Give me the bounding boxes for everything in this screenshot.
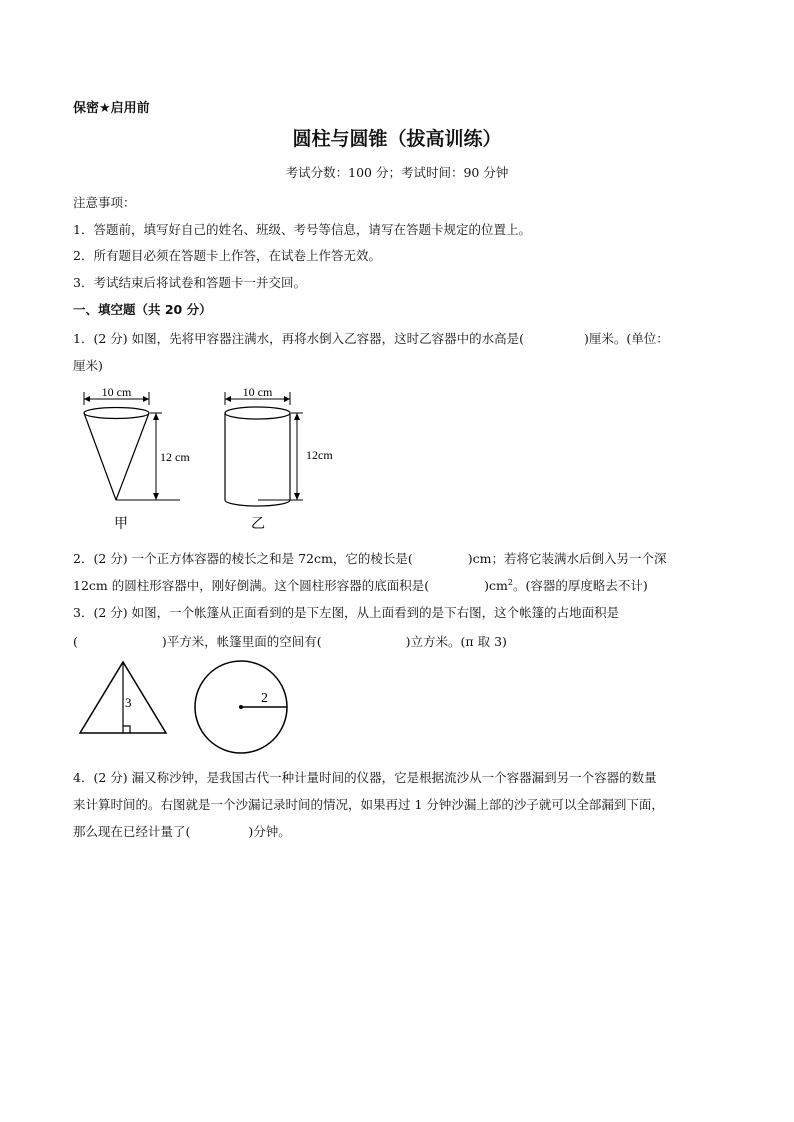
note-item-3: 3．考试结束后将试卷和答题卡一并交回。 [73, 275, 306, 290]
q3-line-2 [73, 632, 507, 650]
q2-text-a: 2．(2 分) 一个正方体容器的棱长之和是 72cm，它的棱长是( [73, 551, 413, 566]
q2-text-b: )cm；若将它装满水后倒入另一个深 [467, 551, 667, 566]
q3-line-1: 3．(2 分) 如图，一个帐篷从正面看到的是下左图，从上面看到的是下右图，这个帐篷的占地面积是 [73, 605, 620, 620]
q1-text-a: 1．(2 分) 如图，先将甲容器注满水，再将水倒入乙容器，这时乙容器中的水高是( [73, 331, 524, 346]
cone-figure [84, 385, 190, 532]
q2-line-1 [73, 549, 666, 567]
q1-line-1 [73, 329, 669, 347]
note-item-1: 1．答题前，填写好自己的姓名、班级、考号等信息，请写在答题卡规定的位置上。 [73, 222, 531, 237]
page-title: 圆柱与圆锥（拔高训练） [292, 128, 502, 150]
tent-top-view [195, 661, 287, 753]
cylinder-diameter-label: 10 cm [242, 385, 273, 399]
cone-label: 甲 [114, 517, 128, 532]
q2-text-c: 12cm 的圆柱形容器中，刚好倒满。这个圆柱形容器的底面积是( [73, 578, 430, 593]
q2-unit-exponent: 2 [507, 577, 513, 587]
tent-height-label: 3 [125, 695, 132, 710]
q4-line-2: 来计算时间的。右图就是一个沙漏记录时间的情况，如果再过 1 分钟沙漏上部的沙子就可以全部漏到下面， [73, 797, 664, 812]
tent-front-view [80, 662, 166, 733]
exam-info: 考试分数：100 分；考试时间：90 分钟 [285, 165, 509, 180]
section-heading: 一、填空题（共 20 分） [73, 302, 212, 317]
notes-heading: 注意事项： [73, 195, 136, 210]
q2-text-e: 。(容器的厚度略去不计) [512, 578, 648, 593]
cylinder-label: 乙 [251, 517, 265, 532]
q4-text-a: 那么现在已经计量了( [73, 824, 191, 839]
q1-line-2: 厘米) [73, 358, 103, 373]
note-item-2: 2．所有题目必须在答题卡上作答，在试卷上作答无效。 [73, 248, 381, 263]
q3-text-c: )立方米。(π 取 3) [405, 634, 507, 649]
cone-height-label: 12 cm [160, 450, 190, 464]
q1-figure [70, 382, 350, 532]
q4-text-b: )分钟。 [248, 824, 291, 839]
q3-figure [74, 656, 304, 756]
q4-line-1: 4．(2 分) 漏又称沙钟，是我国古代一种计量时间的仪器，它是根据流沙从一个容器漏到另一个容器的数量 [73, 770, 657, 785]
circle-radius-label: 2 [261, 691, 268, 706]
q2-line-2 [73, 576, 648, 594]
cylinder-figure [225, 385, 333, 532]
q3-text-a: ( [73, 634, 78, 649]
cone-diameter-label: 10 cm [101, 385, 132, 399]
q2-text-d: )cm [484, 578, 508, 593]
cylinder-height-label: 12cm [306, 448, 333, 462]
q3-text-b: )平方米，帐篷里面的空间有( [161, 634, 322, 649]
confidential-label: 保密★启用前 [73, 101, 150, 116]
q1-text-b: )厘米。(单位： [583, 331, 669, 346]
q4-line-3 [73, 822, 291, 840]
